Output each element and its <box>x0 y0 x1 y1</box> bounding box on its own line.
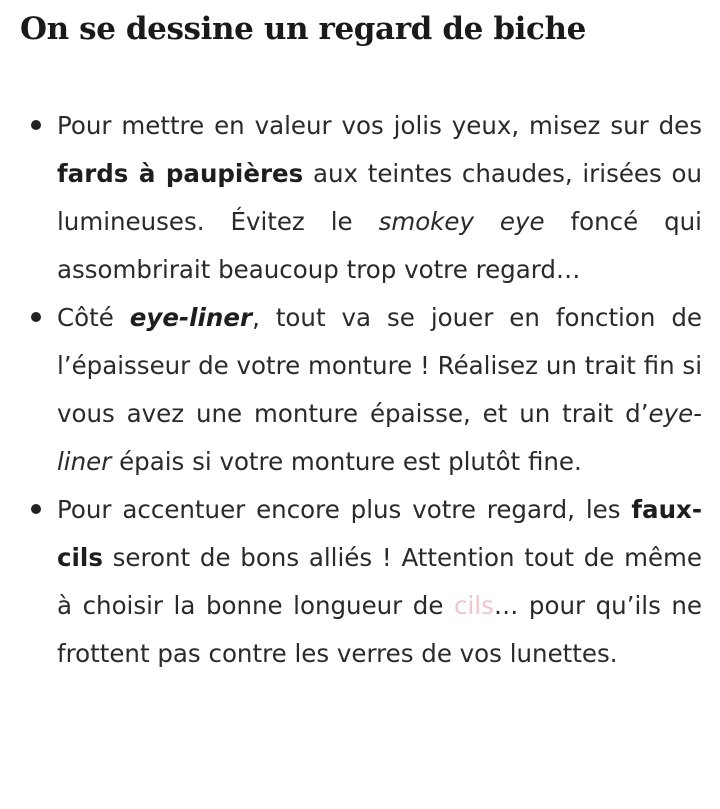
list-item-text: , tout va se jouer en fonction de l’épaisseur de votre monture ! Réalisez un trait fin si vous avez une monture épaisse, et un trait d’ <box>57 303 702 428</box>
list-item-text: Pour mettre en valeur vos jolis yeux, misez sur des <box>57 111 702 140</box>
italic-term: smokey eye <box>378 207 545 236</box>
italic-term: eye-liner <box>57 399 702 476</box>
tips-list <box>57 102 702 678</box>
list-item-text: Pour accentuer encore plus votre regard, les <box>57 495 632 524</box>
section-heading: On se dessine un regard de biche <box>20 11 586 47</box>
list-item-text: … pour qu’ils ne frottent pas contre les verres de vos lunettes. <box>57 591 702 668</box>
list-item <box>57 486 702 678</box>
list-item-text: aux teintes chaudes, irisées ou lumineuses. Évitez le <box>57 159 702 236</box>
bold-italic-term: eye-liner <box>129 303 253 332</box>
bullet-icon <box>31 504 41 514</box>
bullet-icon <box>31 312 41 322</box>
list-item-text: foncé qui assombrirait beaucoup trop votre regard… <box>57 207 702 284</box>
list-item-text: épais si votre monture est plutôt fine. <box>111 447 582 476</box>
list-item <box>57 294 702 486</box>
list-item-text: seront de bons alliés ! Attention tout de même à choisir la bonne longueur de <box>57 543 702 620</box>
bold-term: fards à paupières <box>57 159 304 188</box>
list-item-text: Côté <box>57 303 130 332</box>
bold-term: faux-cils <box>57 495 702 572</box>
cils-link[interactable]: cils <box>453 591 494 620</box>
list-item <box>57 102 702 294</box>
bullet-icon <box>31 120 41 130</box>
